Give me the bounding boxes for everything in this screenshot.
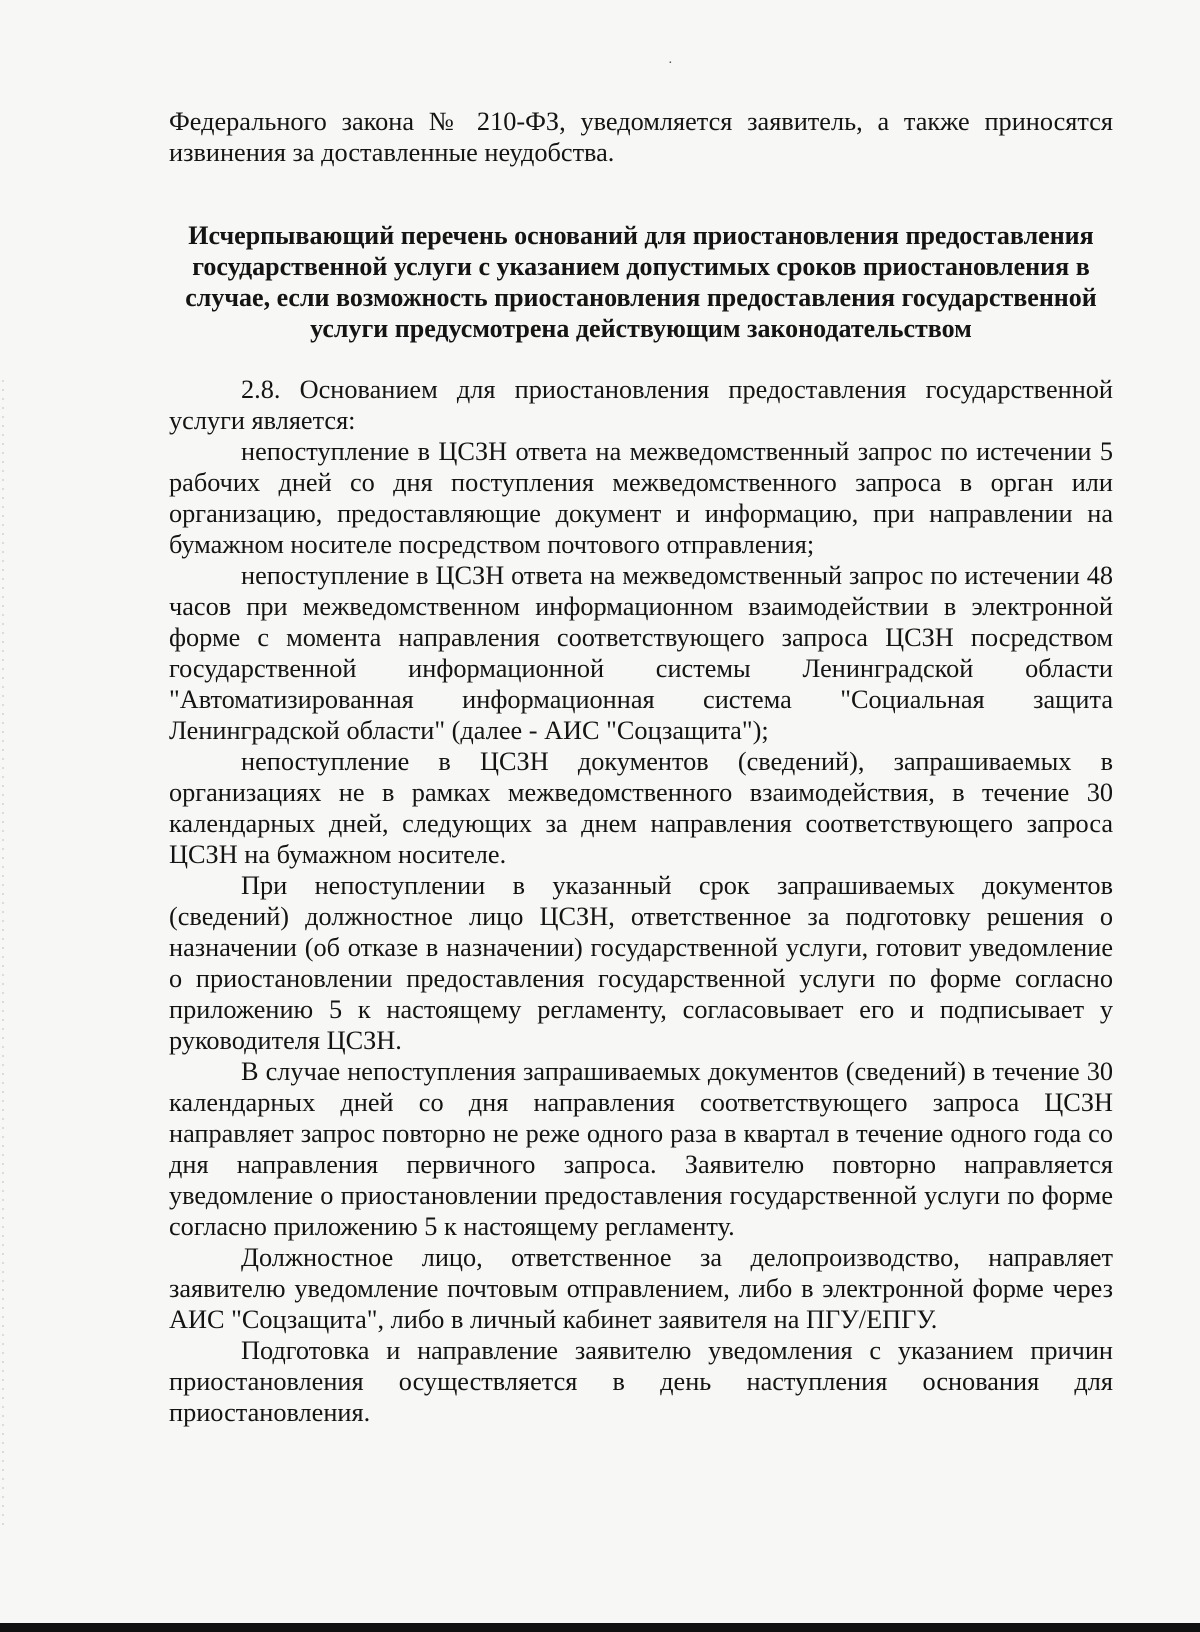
paragraph-notification-preparation: При непоступлении в указанный срок запрашиваемых документов (сведений) должностное лицо ЦСЗН, ответственное за подготовку решения о назначении (об отказе в назначении) государственной услуги, готовит уведомление о приостановлении предоставления государственной услуги по форме согласно приложению 5 к настоящему регламенту, согласовывает его и подписывает у руководителя ЦСЗН.	[169, 871, 1113, 1055]
paragraph-2-8: 2.8. Основанием для приостановления предоставления государственной услуги является:	[169, 375, 1113, 435]
paragraph-non-interagency: непоступление в ЦСЗН документов (сведений), запрашиваемых в организациях не в рамках межведомственного взаимодействия, в течение 30 календарных дней, следующих за днем направления соответствующего запроса ЦСЗН на бумажном носителе.	[169, 747, 1113, 869]
paragraph-repeat-request: В случае непоступления запрашиваемых документов (сведений) в течение 30 календарных дней со дня направления соответствующего запроса ЦСЗН направляет запрос повторно не реже одного раза в квартал в течение одного года со дня направления первичного запроса. Заявителю повторно направляется уведомление о приостановлении предоставления государственной услуги по форме согласно приложению 5 к настоящему регламенту.	[169, 1057, 1113, 1241]
paragraph-timing: Подготовка и направление заявителю уведомления с указанием причин приостановления осуществляется в день наступления основания для приостановления.	[169, 1336, 1113, 1427]
document-body	[169, 106, 1113, 1428]
paragraph-delivery: Должностное лицо, ответственное за делопроизводство, направляет заявителю уведомление почтовым отправлением, либо в электронной форме через АИС "Соцзащита", либо в личный кабинет заявителя на ПГУ/ЕПГУ.	[169, 1243, 1113, 1334]
scan-bottom-edge	[0, 1623, 1200, 1632]
continuation-paragraph: Федерального закона № 210-ФЗ, уведомляется заявитель, а также приносятся извинения за доставленные неудобства.	[169, 107, 1113, 167]
scan-edge-artifact	[2, 380, 4, 1530]
paragraph-electronic-request: непоступление в ЦСЗН ответа на межведомственный запрос по истечении 48 часов при межведомственном информационном взаимодействии в электронной форме с момента направления соответствующего запроса ЦСЗН посредством государственной информационной системы Ленинградской области "Автоматизированная информационная система "Социальная защита Ленинградской области" (далее - АИС "Соцзащита");	[169, 561, 1113, 745]
scan-speck: ·	[668, 56, 673, 71]
section-heading: Исчерпывающий перечень оснований для приостановления предоставления государственной услуги с указанием допустимых сроков приостановления в случае, если возможность приостановления предоставления государственной услуги предусмотрена действующим законодательством	[185, 221, 1097, 343]
paragraph-postal-request: непоступление в ЦСЗН ответа на межведомственный запрос по истечении 5 рабочих дней со дня поступления межведомственного запроса в орган или организацию, предоставляющие документ и информацию, при направлении на бумажном носителе посредством почтового отправления;	[169, 437, 1113, 559]
